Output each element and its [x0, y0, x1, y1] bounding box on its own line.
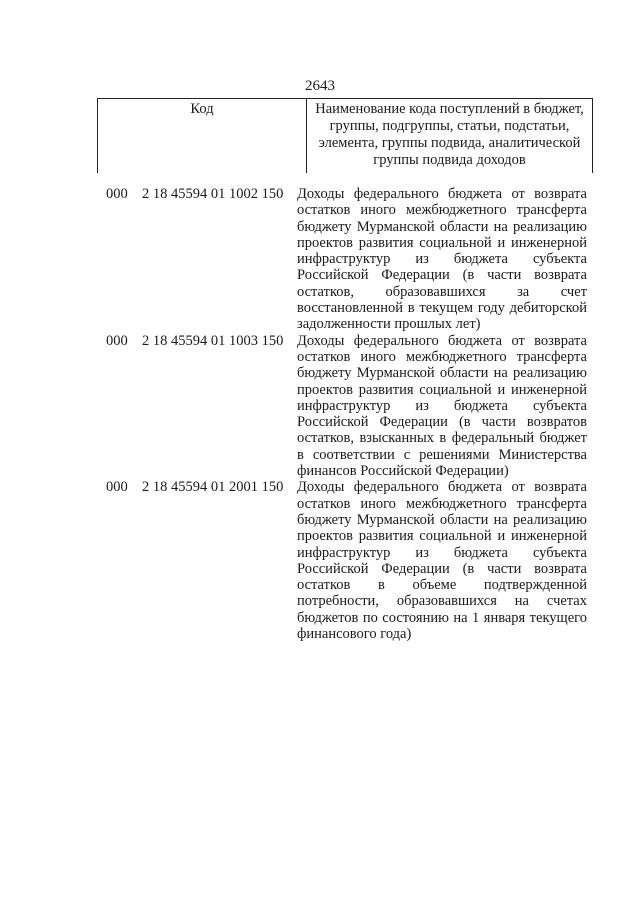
- row-description: Доходы федерального бюджета от возврата остатков иного межбюджетного трансферта бюджету Мурманской области на реализацию проектов развития социальной и инженерной инфраструктур из бюджета субъекта Российской Федерации (в части возвратов остатков, взысканных в федеральный бюджет в соответствии с решениями Министерства финансов Российской Федерации): [297, 332, 587, 480]
- row-income-code: 2 18 45594 01 2001 150: [142, 479, 284, 496]
- table-row: [0, 186, 640, 333]
- classification-rows: [0, 186, 640, 642]
- header-code-label: Код: [190, 101, 214, 117]
- row-income-code: 2 18 45594 01 1003 150: [142, 332, 284, 349]
- row-admin-code: 000: [106, 332, 128, 349]
- header-name-cell: [307, 99, 593, 174]
- row-description: Доходы федерального бюджета от возврата остатков иного межбюджетного трансферта бюджету Мурманской области на реализацию проектов развития социальной и инженерной инфраструктур из бюджета субъекта Российской Федерации (в части возврата остатков в объеме подтвержденной потребности, образовавшихся на счетах бюджетов по состоянию на 1 января текущего финансового года): [297, 479, 587, 643]
- header-name-label: Наименование кода поступлений в бюджет, группы, подгруппы, статьи, подстатьи, элемента, группы подвида, аналитической группы подвида доходов: [315, 101, 584, 168]
- row-income-code: 2 18 45594 01 1002 150: [142, 186, 284, 202]
- table-row: [0, 333, 640, 480]
- row-admin-code: 000: [106, 479, 128, 496]
- header-code-cell: [98, 99, 307, 174]
- row-admin-code: 000: [106, 186, 128, 202]
- table-row: [0, 479, 640, 642]
- row-description: Доходы федерального бюджета от возврата остатков иного межбюджетного трансферта бюджету Мурманской области на реализацию проектов развития социальной и инженерной инфраструктур из бюджета субъекта Российской Федерации (в части возврата остатков, образовавшихся за счет восстановленной в текущем году дебиторской задолженности прошлых лет): [297, 186, 587, 333]
- page-number: 2643: [305, 78, 335, 94]
- header-table: [97, 98, 593, 173]
